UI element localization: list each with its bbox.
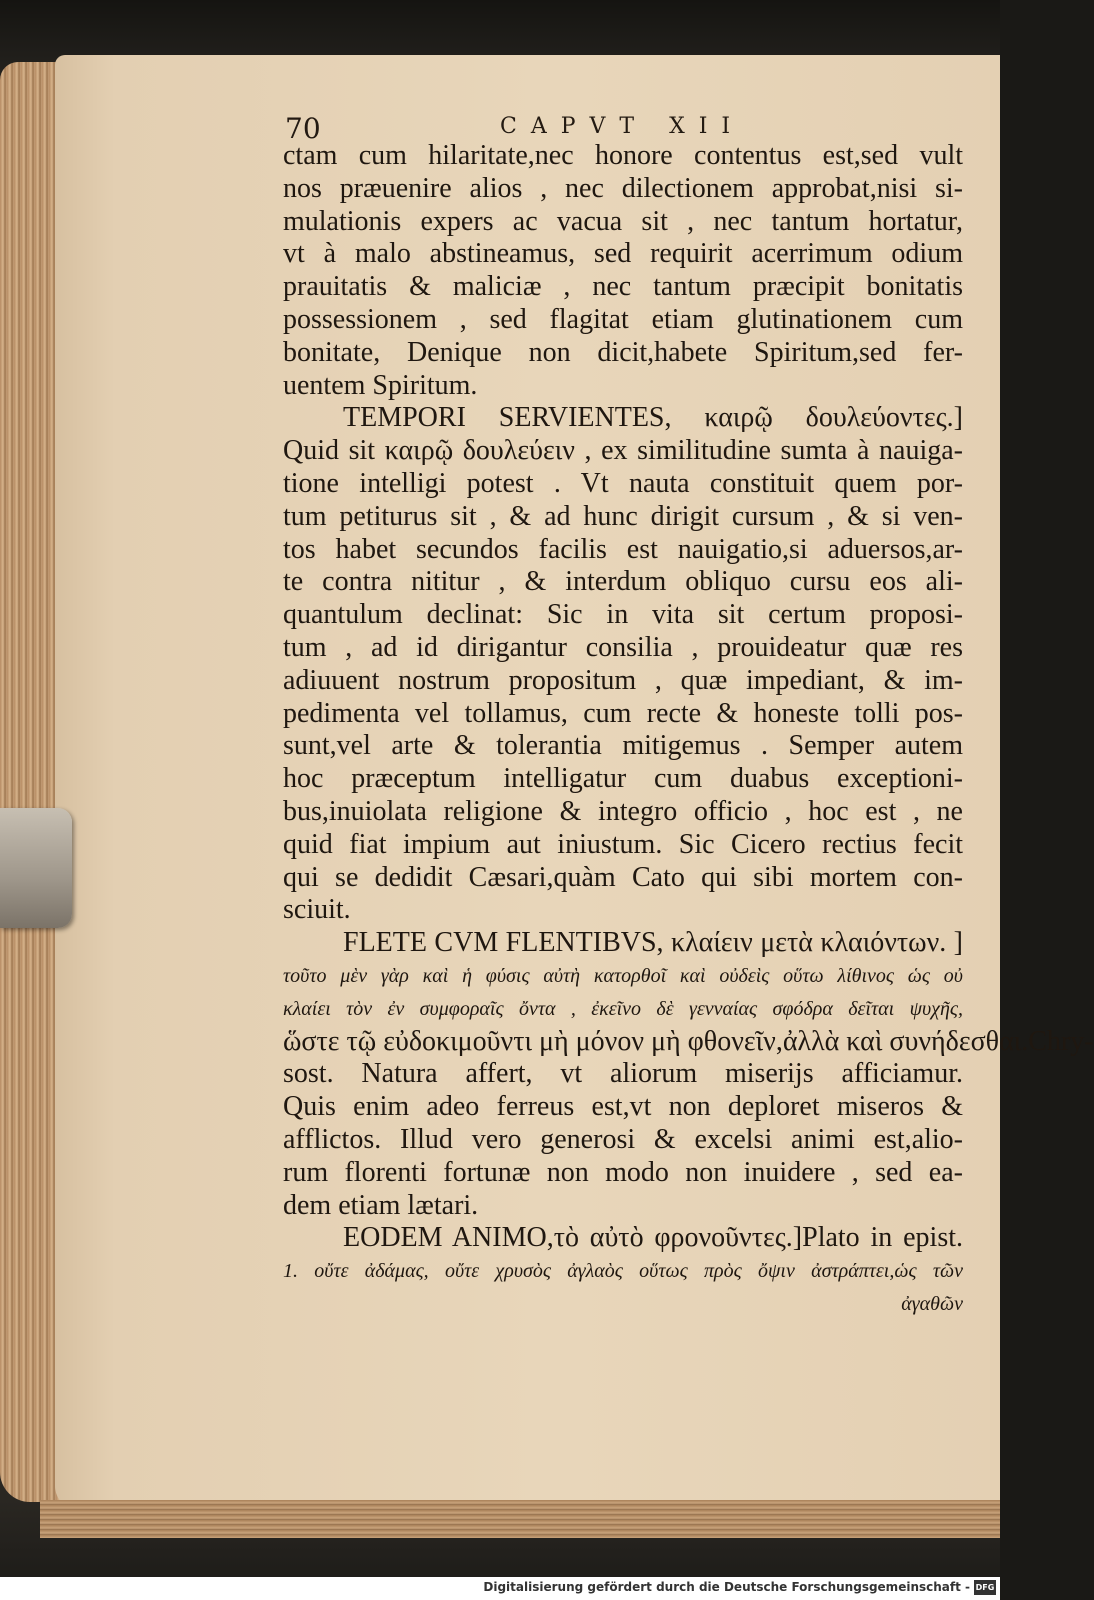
text-line: sciuit. xyxy=(283,894,351,926)
digitization-footer xyxy=(0,1577,1000,1600)
text-line: hoc præceptum intelligatur cum duabus exceptioni- xyxy=(283,763,963,795)
running-head: CAPVT XII xyxy=(500,114,745,139)
text-line: nos præuenire alios , nec dilectionem approbat,nisi si- xyxy=(283,172,963,204)
text-line: dem etiam lætari. xyxy=(283,1189,479,1221)
text-line: tione intelligi potest . Vt nauta constituit quem por- xyxy=(283,467,963,499)
text-line: sost. Natura affert, vt aliorum miserijs afficiamur. xyxy=(283,1058,963,1090)
text-line: pedimenta vel tollamus, cum recte & honeste tolli pos- xyxy=(283,697,963,729)
dfg-logo: DFG xyxy=(974,1580,996,1595)
section-heading: TEMPORI SERVIENTES, καιρῷ δουλεύοντες.] xyxy=(343,402,963,434)
text-line: te contra nititur , & interdum obliquo cursu eos ali- xyxy=(283,566,963,598)
greek-text-line: 1. οὔτε ἀδάμας, οὔτε χρυσὸς ἀγλαὸς οὕτως πρὸς ὄψιν ἀστράπτει,ὡς τῶν xyxy=(283,1260,963,1283)
text-line: Quid sit καιρῷ δουλεύειν , ex similitudine sumta à nauiga- xyxy=(283,435,963,467)
text-line: rum florenti fortunæ non modo non inuidere , sed ea- xyxy=(283,1156,963,1188)
text-line: vt à malo abstineamus, sed requirit acerrimum odium xyxy=(283,238,963,270)
text-line: tum , ad id dirigantur consilia , prouideatur quæ res xyxy=(283,631,963,663)
text-line: ὥστε τῷ εὐδοκιμοῦντι μὴ μόνον μὴ φθονεῖν,ἀλλὰ καὶ συνήδεσθαι.Chry- xyxy=(283,1025,1094,1057)
page-number: 70 xyxy=(285,112,321,145)
footer-credit: Digitalisierung gefördert durch die Deutsche Forschungsgemeinschaft - xyxy=(483,1580,970,1594)
body-text xyxy=(283,140,1094,1321)
text-line: ctam cum hilaritate,nec honore contentus est,sed vult xyxy=(283,140,963,171)
text-line: bus,inuiolata religione & integro officio , hoc est , ne xyxy=(283,795,963,827)
text-line: tum petiturus sit , & ad hunc dirigit cursum , & si ven- xyxy=(283,500,963,532)
text-line: sunt,vel arte & tolerantia mitigemus . Semper autem xyxy=(283,730,963,762)
text-line: afflictos. Illud vero generosi & excelsi animi est,alio- xyxy=(283,1123,963,1155)
text-line: bonitate, Denique non dicit,habete Spiritum,sed fer- xyxy=(283,336,963,368)
catchword: ἀγαθῶν xyxy=(901,1292,963,1315)
text-line: qui se dedidit Cæsari,quàm Cato qui sibi mortem con- xyxy=(283,861,963,893)
text-line: adiuuent nostrum propositum , quæ impediant, & im- xyxy=(283,664,963,696)
section-heading: FLETE CVM FLENTIBVS, κλαίειν μετὰ κλαιόντων. ] xyxy=(343,927,963,959)
book-clasp xyxy=(0,808,72,928)
greek-text-line: τοῦτο μὲν γὰρ καὶ ἡ φύσις αὐτὴ κατορθοῖ καὶ οὐδεὶς οὕτω λίθινος ὡς οὐ xyxy=(283,964,963,987)
text-line: uentem Spiritum. xyxy=(283,369,478,401)
greek-text-line: κλαίει τὸν ἐν συμφοραῖς ὄντα , ἐκεῖνο δὲ γενναίας σφόδρα δεῖται ψυχῆς, xyxy=(283,997,963,1020)
text-line: prauitatis & maliciæ , nec tantum præcipit bonitatis xyxy=(283,271,963,303)
text-line: quantulum declinat: Sic in vita sit certum proposi- xyxy=(283,599,963,631)
text-line: quid fiat impium aut iniustum. Sic Cicero rectius fecit xyxy=(283,828,963,860)
text-line: Quis enim adeo ferreus est,vt non deploret miseros & xyxy=(283,1091,963,1123)
book-bottom-edge xyxy=(40,1500,1000,1538)
section-heading: EODEM ANIMO,τὸ αὐτὸ φρονοῦντες.]Plato in epist. xyxy=(343,1222,963,1254)
text-line: tos habet secundos facilis est nauigatio,si aduersos,ar- xyxy=(283,533,963,565)
text-line: mulationis expers ac vacua sit , nec tantum hortatur, xyxy=(283,205,963,237)
text-line: possessionem , sed flagitat etiam glutinationem cum xyxy=(283,303,963,335)
